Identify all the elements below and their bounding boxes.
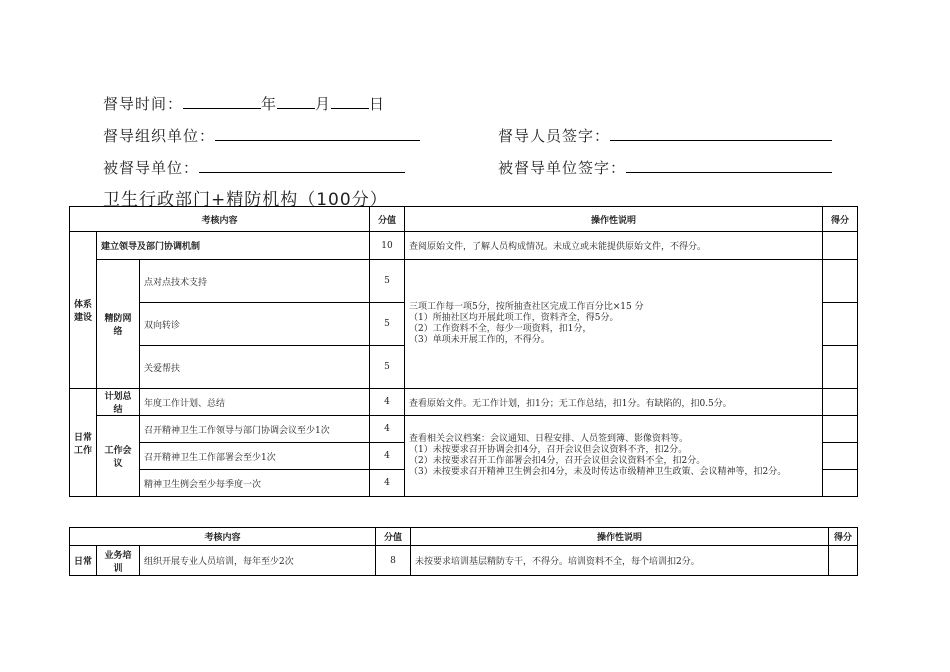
subcategory-prevention-network: 精防网络 [97, 260, 140, 389]
got-score-cell[interactable] [823, 443, 858, 470]
description-line: （3）未按要求召开精神卫生例会扣4分，未及时传达市级精神卫生政策、会议精神等，扣2分。 [409, 467, 787, 477]
col-header-got-score: 得分 [823, 207, 858, 232]
col-header-got-score: 得分 [829, 528, 858, 546]
supervised-unit-signature-line [498, 157, 832, 178]
category-system-building: 体系建设 [70, 232, 97, 389]
col-header-description: 操作性说明 [411, 528, 829, 546]
supervised-unit-blank[interactable] [199, 157, 405, 173]
supervised-unit-signature-blank[interactable] [626, 157, 832, 173]
col-header-content: 考核内容 [70, 528, 376, 546]
item-quarterly-meeting: 精神卫生例会至少每季度一次 [140, 470, 370, 497]
score-value: 5 [370, 303, 405, 346]
table-row [70, 416, 858, 443]
category-daily-work: 日常工作 [70, 389, 97, 497]
description-line: （1）未按要求召开协调会扣4分，召开会议但会议资料不齐，扣2分。 [409, 445, 688, 455]
description-line: （1）所抽社区均开展此项工作，资料齐全，得5分。 [409, 313, 619, 323]
got-score-cell[interactable] [823, 389, 858, 416]
col-header-score: 分值 [376, 528, 411, 546]
got-score-cell[interactable] [823, 470, 858, 497]
subcategory-work-meeting: 工作会议 [97, 416, 140, 497]
description-line: （3）单项未开展工作的，不得分。 [409, 335, 550, 345]
score-value: 8 [376, 546, 411, 576]
got-score-cell[interactable] [823, 303, 858, 346]
supervised-unit-label: 被督导单位： [103, 159, 200, 177]
table-row [70, 260, 858, 303]
description-line: 查看相关会议档案：会议通知、日程安排、人员签到簿、影像资料等。 [409, 434, 689, 444]
table-row [70, 232, 858, 260]
description-line: 三项工作每一项5分，按所抽查社区完成工作百分比×15 分 [409, 302, 644, 312]
description: 查阅原始文件，了解人员构成情况。未成立或未能提供原始文件，不得分。 [405, 232, 823, 260]
year-label: 年 [261, 95, 278, 113]
got-score-cell[interactable] [823, 260, 858, 303]
subcategory-plan-summary: 计划总结 [97, 389, 140, 416]
score-value: 5 [370, 346, 405, 389]
item-p2p-support: 点对点技术支持 [140, 260, 370, 303]
score-value: 4 [370, 389, 405, 416]
supervising-org-blank[interactable] [215, 125, 420, 141]
item-deployment-meeting: 召开精神卫生工作部署会至少1次 [140, 443, 370, 470]
item-coordination-meeting: 召开精神卫生工作领导与部门协调会议至少1次 [140, 416, 370, 443]
score-value: 4 [370, 443, 405, 470]
supervised-unit-line [103, 157, 405, 178]
item-referral: 双向转诊 [140, 303, 370, 346]
section-title: 卫生行政部门+精防机构（100分） [103, 190, 388, 210]
description-line: （2）未按要求召开工作部署会扣4分，召开会议但会议资料不全，扣2分。 [409, 456, 706, 466]
col-header-description: 操作性说明 [405, 207, 823, 232]
subcategory-training: 业务培训 [97, 546, 140, 576]
supervision-time-label: 督导时间： [103, 95, 184, 113]
score-value: 5 [370, 260, 405, 303]
day-label: 日 [369, 95, 386, 113]
table-row [70, 389, 858, 416]
got-score-cell[interactable] [823, 416, 858, 443]
supervisor-signature-line [498, 125, 832, 146]
day-blank[interactable] [331, 93, 369, 109]
description-meetings [405, 416, 823, 497]
item-annual-plan: 年度工作计划、总结 [140, 389, 370, 416]
got-score-cell[interactable] [823, 232, 858, 260]
score-value: 4 [370, 470, 405, 497]
item-staff-training: 组织开展专业人员培训，每年至少2次 [140, 546, 376, 576]
supervisor-signature-blank[interactable] [610, 125, 832, 141]
table-header-row [70, 207, 858, 232]
description-line: （2）工作资料不全，每少一项资料，扣1分， [409, 324, 592, 334]
supervising-org-label: 督导组织单位： [103, 127, 216, 145]
month-blank[interactable] [277, 93, 315, 109]
year-blank[interactable] [183, 93, 261, 109]
got-score-cell[interactable] [829, 546, 858, 576]
score-value: 10 [370, 232, 405, 260]
assessment-table [69, 206, 858, 497]
description: 查看原始文件。无工作计划，扣1分；无工作总结，扣1分。有缺陷的，扣0.5分。 [405, 389, 823, 416]
supervising-org-line [103, 125, 420, 146]
col-header-content: 考核内容 [70, 207, 370, 232]
col-header-score: 分值 [370, 207, 405, 232]
item-care-support: 关爱帮扶 [140, 346, 370, 389]
month-label: 月 [315, 95, 332, 113]
category-daily: 日常 [70, 546, 97, 576]
table-row [70, 546, 858, 576]
assessment-table-2 [69, 527, 858, 576]
supervisor-signature-label: 督导人员签字： [498, 127, 611, 145]
got-score-cell[interactable] [823, 346, 858, 389]
description-network [405, 260, 823, 389]
supervision-time-line [103, 93, 385, 114]
description: 未按要求培训基层精防专干，不得分。培训资料不全，每个培训扣2分。 [411, 546, 829, 576]
table-header-row [70, 528, 858, 546]
supervised-unit-signature-label: 被督导单位签字： [498, 159, 627, 177]
score-value: 4 [370, 416, 405, 443]
item-leadership-mechanism: 建立领导及部门协调机制 [97, 232, 370, 260]
